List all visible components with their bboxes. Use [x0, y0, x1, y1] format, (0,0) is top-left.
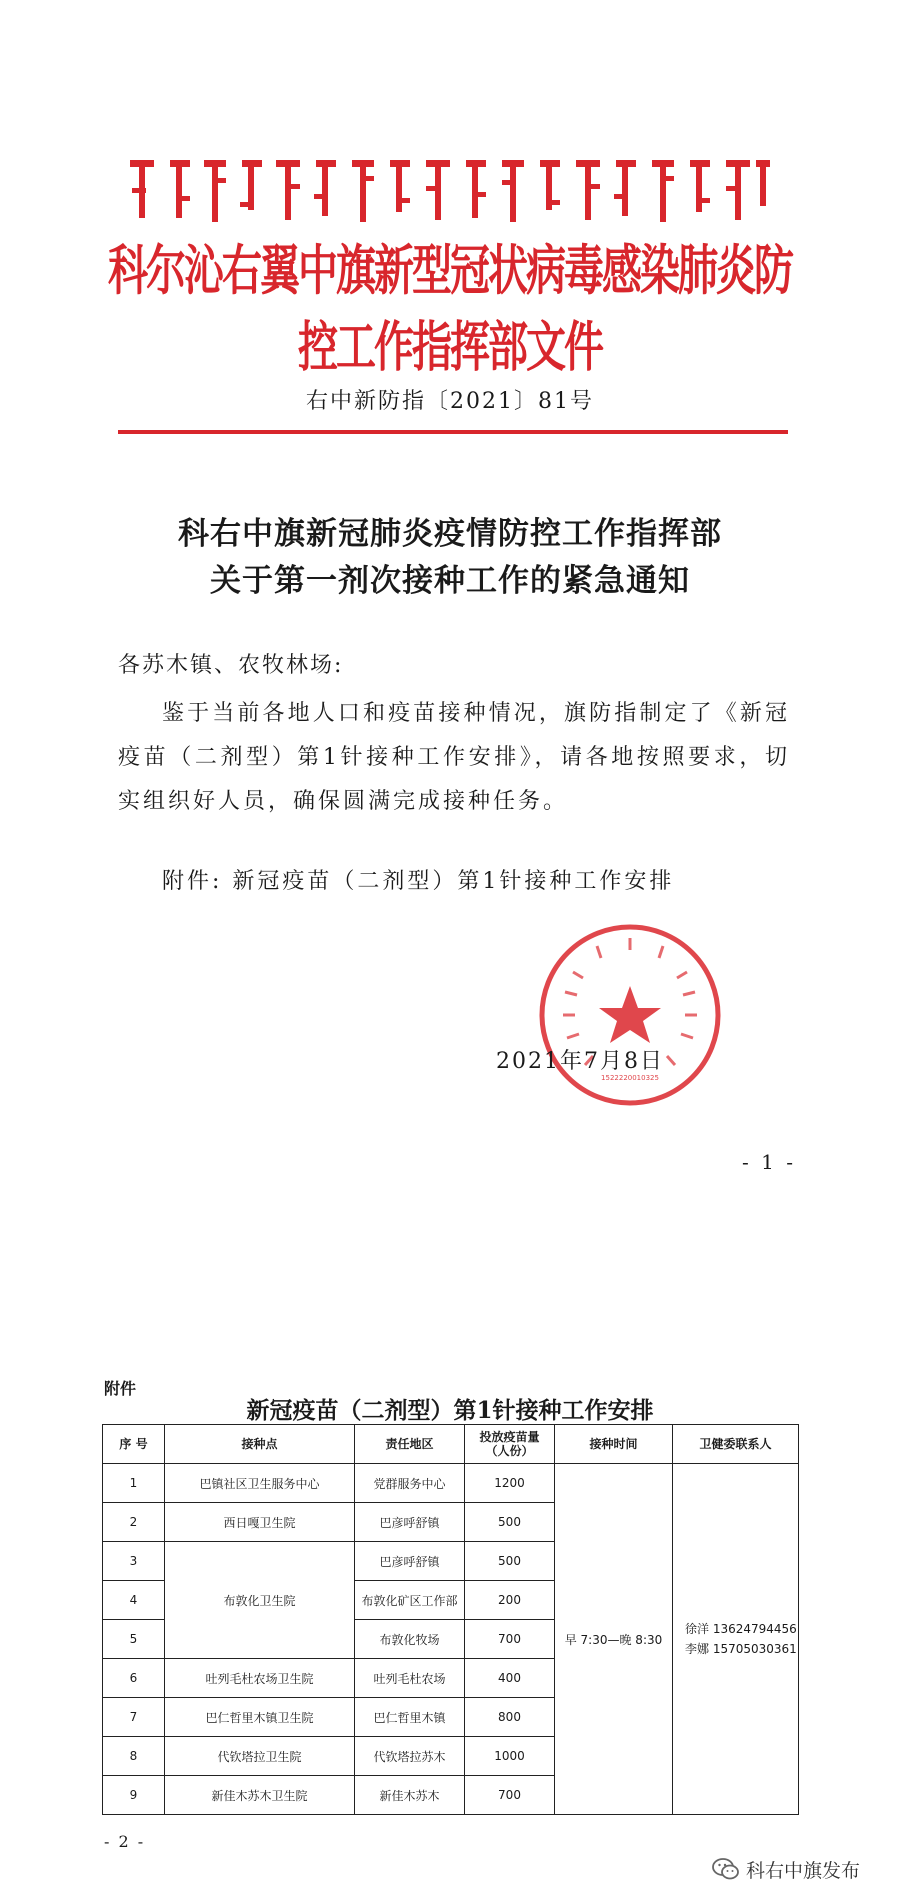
row-site: 布敦化卫生院 [165, 1542, 355, 1659]
header-amount [465, 1425, 555, 1464]
header-contact: 卫健委联系人 [673, 1425, 799, 1464]
row-amount: 400 [465, 1659, 555, 1698]
page-number-2: - 2 - [104, 1832, 146, 1851]
row-seq: 2 [103, 1503, 165, 1542]
row-amount: 800 [465, 1698, 555, 1737]
row-region: 布敦化牧场 [355, 1620, 465, 1659]
header-site: 接种点 [165, 1425, 355, 1464]
row-amount: 1200 [465, 1464, 555, 1503]
row-amount: 700 [465, 1776, 555, 1815]
attachment-reference: 附件: 新冠疫苗（二剂型）第1针接种工作安排 [162, 869, 675, 894]
header-seq: 序 号 [103, 1425, 165, 1464]
red-divider [118, 430, 788, 434]
row-seq: 6 [103, 1659, 165, 1698]
vaccination-time: 早 7:30—晚 8:30 [555, 1464, 673, 1815]
row-site: 巴仁哲里木镇卫生院 [165, 1698, 355, 1737]
header-amount-line2: （人份） [485, 1444, 534, 1458]
notice-title-line1: 科右中旗新冠肺炎疫情防控工作指挥部 [178, 516, 722, 552]
agency-title: 科尔沁右翼中旗新型冠状病毒感染肺炎防控工作指挥部文件 [108, 240, 792, 380]
wechat-icon [712, 1857, 740, 1881]
row-region: 巴彦呼舒镇 [355, 1542, 465, 1581]
issue-date: 2021年7月8日 [496, 1049, 664, 1074]
row-region: 布敦化矿区工作部 [355, 1581, 465, 1620]
row-region: 巴仁哲里木镇 [355, 1698, 465, 1737]
contact-line1: 徐洋 13624794456 [685, 1622, 797, 1636]
mongolian-script-header [130, 150, 770, 225]
table-header-row [103, 1425, 799, 1464]
seal-number: 1522220010325 [601, 1074, 659, 1082]
row-amount: 1000 [465, 1737, 555, 1776]
row-region: 新佳木苏木 [355, 1776, 465, 1815]
row-site: 吐列毛杜农场卫生院 [165, 1659, 355, 1698]
row-site: 代钦塔拉卫生院 [165, 1737, 355, 1776]
schedule-title: 新冠疫苗（二剂型）第1针接种工作安排 [246, 1397, 654, 1424]
header-region: 责任地区 [355, 1425, 465, 1464]
row-seq: 8 [103, 1737, 165, 1776]
row-seq: 9 [103, 1776, 165, 1815]
attachment-label: 附件 [104, 1379, 137, 1398]
account-watermark [712, 1854, 860, 1884]
row-region: 党群服务中心 [355, 1464, 465, 1503]
row-seq: 3 [103, 1542, 165, 1581]
row-seq: 4 [103, 1581, 165, 1620]
contact-cell [673, 1464, 799, 1815]
row-amount: 500 [465, 1542, 555, 1581]
row-region: 吐列毛杜农场 [355, 1659, 465, 1698]
row-amount: 500 [465, 1503, 555, 1542]
row-region: 代钦塔拉苏木 [355, 1737, 465, 1776]
document-number: 右中新防指〔2021〕81号 [306, 389, 594, 414]
page-number-1: - 1 - [742, 1150, 796, 1174]
watermark-text: 科右中旗发布 [746, 1859, 861, 1882]
contact-line2: 李娜 15705030361 [685, 1642, 797, 1656]
notice-body: 鉴于当前各地人口和疫苗接种情况，旗防指制定了《新冠疫苗（二剂型）第1针接种工作安排》，请各地按照要求，切实组织好人员，确保圆满完成接种任务。 [118, 701, 790, 814]
attachment-page [0, 1250, 900, 1904]
row-amount: 200 [465, 1581, 555, 1620]
row-site: 巴镇社区卫生服务中心 [165, 1464, 355, 1503]
notice-title-line2: 关于第一剂次接种工作的紧急通知 [210, 563, 690, 599]
row-seq: 7 [103, 1698, 165, 1737]
row-site: 新佳木苏木卫生院 [165, 1776, 355, 1815]
header-time: 接种时间 [555, 1425, 673, 1464]
header-amount-line1: 投放疫苗量 [479, 1430, 540, 1444]
row-site: 西日嘎卫生院 [165, 1503, 355, 1542]
row-seq: 5 [103, 1620, 165, 1659]
addressee: 各苏木镇、农牧林场: [118, 653, 344, 678]
table-row [103, 1464, 799, 1503]
row-amount: 700 [465, 1620, 555, 1659]
row-seq: 1 [103, 1464, 165, 1503]
official-seal-icon [535, 920, 725, 1110]
row-region: 巴彦呼舒镇 [355, 1503, 465, 1542]
vaccination-schedule-table [102, 1424, 799, 1815]
